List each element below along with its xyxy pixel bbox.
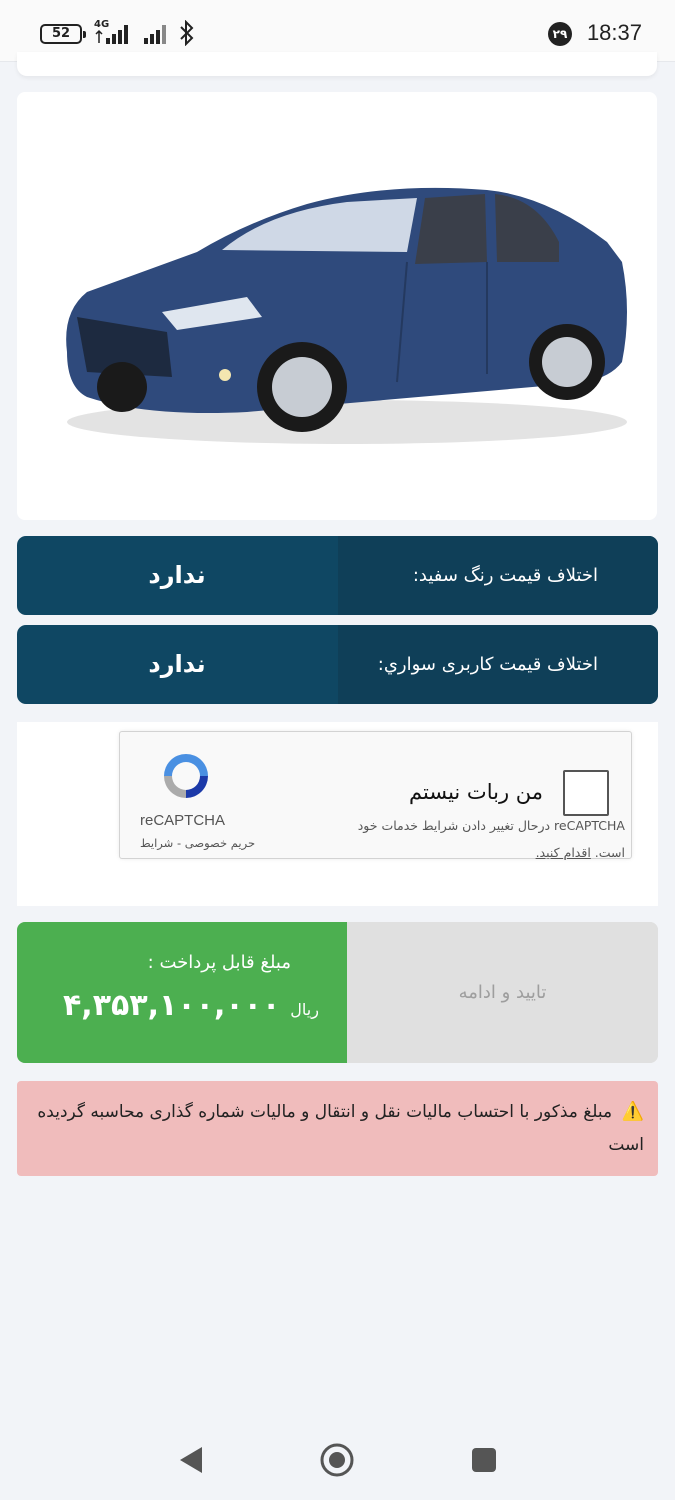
recaptcha-widget [119, 731, 632, 859]
recaptcha-privacy-terms[interactable]: حریم خصوصی - شرایط [140, 836, 256, 850]
car-image [47, 162, 637, 462]
recaptcha-label: من ربات نیستم [409, 780, 543, 804]
sedan-usage-price-label: اختلاف قیمت کاربری سواري: [377, 654, 598, 675]
white-color-price-value: ندارد [148, 561, 206, 589]
previous-card [17, 52, 657, 76]
sedan-usage-price-value: ندارد [148, 650, 206, 678]
recaptcha-panel [17, 722, 658, 906]
recaptcha-action-link[interactable]: اقدام کنید. [535, 845, 591, 860]
amount-number: ۴,۳۵۳,۱۰۰,۰۰۰ [63, 988, 281, 1023]
back-icon[interactable] [178, 1445, 204, 1475]
recaptcha-notice [315, 812, 625, 866]
payment-row [17, 922, 658, 1063]
payable-amount-label: مبلغ قابل پرداخت : [147, 952, 291, 973]
payable-amount-cell [17, 922, 347, 1063]
home-icon[interactable] [319, 1442, 355, 1478]
network-type: 4G [94, 19, 110, 30]
recaptcha-brand: reCAPTCHA [140, 812, 226, 829]
sedan-usage-price-row [17, 625, 658, 704]
currency-unit: ریال [290, 1000, 319, 1019]
recaptcha-logo-icon [158, 748, 214, 804]
recent-apps-icon[interactable] [472, 1448, 496, 1472]
car-image-card [17, 92, 657, 520]
warning-icon: ⚠️ [621, 1101, 644, 1122]
bluetooth-icon [178, 20, 196, 46]
battery-icon: 52 [40, 24, 82, 44]
payable-amount [63, 988, 319, 1023]
tax-note-text: مبلغ مذکور با احتساب مالیات نقل و انتقال و مالیات شماره گذاری محاسبه گردیده است [37, 1102, 644, 1155]
clock: 18:37 [586, 20, 642, 45]
signal-2-icon [142, 22, 174, 44]
tax-note [17, 1081, 658, 1176]
recaptcha-notice-text: reCAPTCHA درحال تغییر دادن شرایط خدمات خود [357, 818, 625, 833]
recaptcha-notice-prefix: است. [594, 845, 625, 860]
confirm-continue-button[interactable]: تایید و ادامه [347, 922, 658, 1063]
recaptcha-checkbox[interactable] [563, 770, 609, 816]
signal-icon [94, 22, 134, 44]
white-color-price-label: اختلاف قیمت رنگ سفید: [412, 565, 598, 586]
notification-badge: ۲۹ [548, 22, 572, 46]
white-color-price-row [17, 536, 658, 615]
navigation-bar [0, 1410, 675, 1500]
